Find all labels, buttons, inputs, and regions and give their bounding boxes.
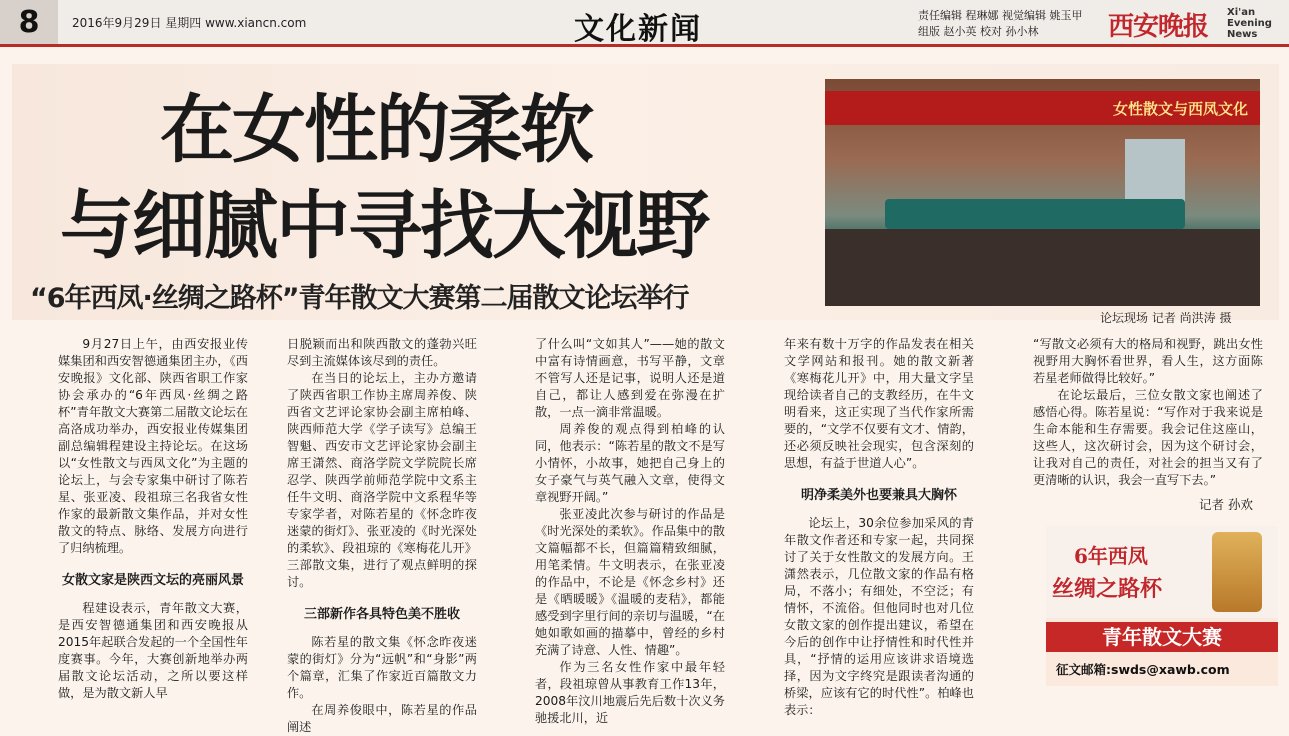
newspaper-logo	[1108, 6, 1288, 42]
subheading: 明净柔美外也要兼具大胸怀	[800, 488, 957, 503]
paragraph: 了什么叫“文如其人”——她的散文中富有诗情画意，书写平静，文章不管写人还是记事，说明人还是道自己，都让人感到爱在弥漫在扩散，一点一滴非常温暖。	[535, 337, 725, 419]
subtitle: “6年西凤·丝绸之路杯”青年散文大赛第二届散文论坛举行	[30, 283, 689, 314]
paragraph: “写散文必须有大的格局和视野，跳出女性视野用大胸怀看世界，看人生，这方面陈若星老师做得比较好。”	[1033, 337, 1263, 385]
paragraph: 在论坛最后，三位女散文家也阐述了感悟心得。陈若星说：“写作对于我来说是生命本能和生存需要。我会记住这座山，这些人，这次研讨会，因为这个研讨会，让我对自己的责任，对社会的担当又有了更清晰的认识，我会一直写下去。”	[1033, 388, 1263, 487]
paragraph: 作为三名女性作家中最年轻者，段祖琼曾从事教育工作13年，2008年汶川地震后先后数十次义务驰援北川，近	[535, 660, 725, 725]
submission-email: 征文邮箱:swds@xawb.com	[1056, 662, 1230, 677]
column-1	[58, 336, 248, 702]
photo-banner	[825, 91, 1260, 125]
photo-table	[885, 199, 1185, 229]
paragraph: 程建设表示，青年散文大赛，是西安智德通集团和西安晚报从2015年起联合发起的一个全国性年度赛事。今年，大赛创新地举办两届散文论坛活动，之所以要这样做，是为散文新人早	[58, 601, 248, 700]
editor-line-1: 责任编辑 程琳娜 视觉编辑 姚玉甲	[918, 9, 1083, 22]
editor-credits	[918, 8, 1083, 40]
section-title: 文化新闻	[574, 12, 702, 47]
page-number: 8	[0, 0, 58, 44]
column-5	[1033, 336, 1263, 513]
column-4	[784, 336, 974, 719]
paragraph: 年来有数十万字的作品发表在相关文学网站和报刊。她的散文新著《寒梅花儿开》中，用大量文字呈现给读者自己的支教经历，在牛文明看来，这正实现了当代作家所需要的，“文学不仅要有文才、情韵，还必须反映社会现实，包含深刻的思想，有益于世道人心”。	[784, 337, 974, 470]
photo-caption: 论坛现场 记者 尚洪涛 摄	[1100, 311, 1232, 325]
contest-advertisement	[1046, 526, 1278, 686]
headline	[60, 82, 708, 274]
paragraph: 在周养俊眼中，陈若星的作品阐述	[287, 703, 477, 734]
subheading: 女散文家是陕西文坛的亮丽风景	[61, 573, 244, 588]
paragraph: 在当日的论坛上，主办方邀请了陕西省职工作协主席周养俊、陕西省文艺评论家协会副主席柏峰、陕西师范大学《学子读写》总编王智魁、西安市文艺评论家协会副主席王潇然、商洛学院文学院院长席忍学、陕西学前师范学院中文系主任牛文明、商洛学院中文系程华等专家学者，对陈若星的《怀念昨夜迷蒙的街灯》、张亚凌的《时光深处的柔软》、段祖琼的《寒梅花儿开》三部散文集，进行了观点鲜明的探讨。	[287, 371, 477, 589]
logo-chinese: 西安晚报	[1108, 12, 1209, 42]
column-3	[535, 336, 725, 727]
page-header	[0, 0, 1289, 47]
paragraph: 张亚凌此次参与研讨的作品是《时光深处的柔软》。作品集中的散文篇幅都不长，但篇篇精致细腻，用笔柔情。牛文明表示，在张亚凌的作品中，不论是《怀念乡村》还是《晒暖暖》《温暖的麦秸》，都能感受到字里行间的亲切与温暖，“在她如歌如画的描摹中，曾经的乡村充满了诗意、人性、情趣”。	[535, 507, 725, 657]
editor-line-2: 组版 赵小英 校对 孙小林	[918, 25, 1039, 38]
headline-line-1: 在女性的柔软	[160, 87, 592, 173]
paragraph: 陈若星的散文集《怀念昨夜迷蒙的街灯》分为“远帆”和“身影”两个篇章，汇集了作家近百篇散文力作。	[287, 635, 477, 700]
photo-attendees	[825, 229, 1260, 306]
paragraph: 日脱颖而出和陕西散文的蓬勃兴旺尽到主流媒体该尽到的责任。	[287, 337, 477, 368]
subheading: 三部新作各具特色美不胜收	[303, 607, 460, 622]
paragraph: 周养俊的观点得到柏峰的认同，他表示：“陈若星的散文不是写小情怀，小故事，她把自己身上的女子豪气与英气融入文章，使得文章视野开阔。”	[535, 422, 725, 504]
issue-date: 2016年9月29日 星期四 www.xiancn.com	[72, 16, 307, 30]
forum-photo	[825, 79, 1260, 306]
photo-banner-text: 女性散文与西凤文化	[1112, 100, 1248, 118]
column-2	[287, 336, 477, 736]
liquor-bottle-icon	[1212, 532, 1262, 612]
headline-line-2: 与细腻中寻找大视野	[60, 183, 708, 269]
ad-contest-title: 青年散文大赛	[1046, 622, 1278, 652]
ad-brand: 6年西凤	[1074, 544, 1148, 568]
paragraph: 论坛上，30余位参加采风的青年散文作者还和专家一起，共同探讨了关于女性散文的发展方向。王潇然表示，几位散文家的作品有格局，不落小；有细处，不空泛；有情怀，不流俗。但他同时也对几位女散文家的创作提出建议，希望在今后的创作中让抒情性和时代性并具，“抒情的运用应该讲求语境选择，因为文字终究是跟读者沟通的桥梁，应该有它的时代性”。柏峰也表示：	[784, 516, 974, 717]
paragraph: 9月27日上午，由西安报业传媒集团和西安智德通集团主办，《西安晚报》文化部、陕西省职工作家协会承办的“6年西凤·丝绸之路杯”青年散文大赛第二届散文论坛在高洛成功举办，西安报业传媒集团副总编辑程建设主持论坛。在这场以“女性散文与西凤文化”为主题的论坛上，与会专家集中研讨了陈若星、张亚凌、段祖琼三名我省女性作家的最新散文集作品，并对女性散文的特点、脉络、发展方向进行了归纳梳理。	[58, 337, 248, 555]
author-byline: 记者 孙欢	[1199, 497, 1253, 512]
ad-cup-name: 丝绸之路杯	[1052, 576, 1163, 602]
logo-english: Xi'an Evening News	[1227, 7, 1272, 40]
